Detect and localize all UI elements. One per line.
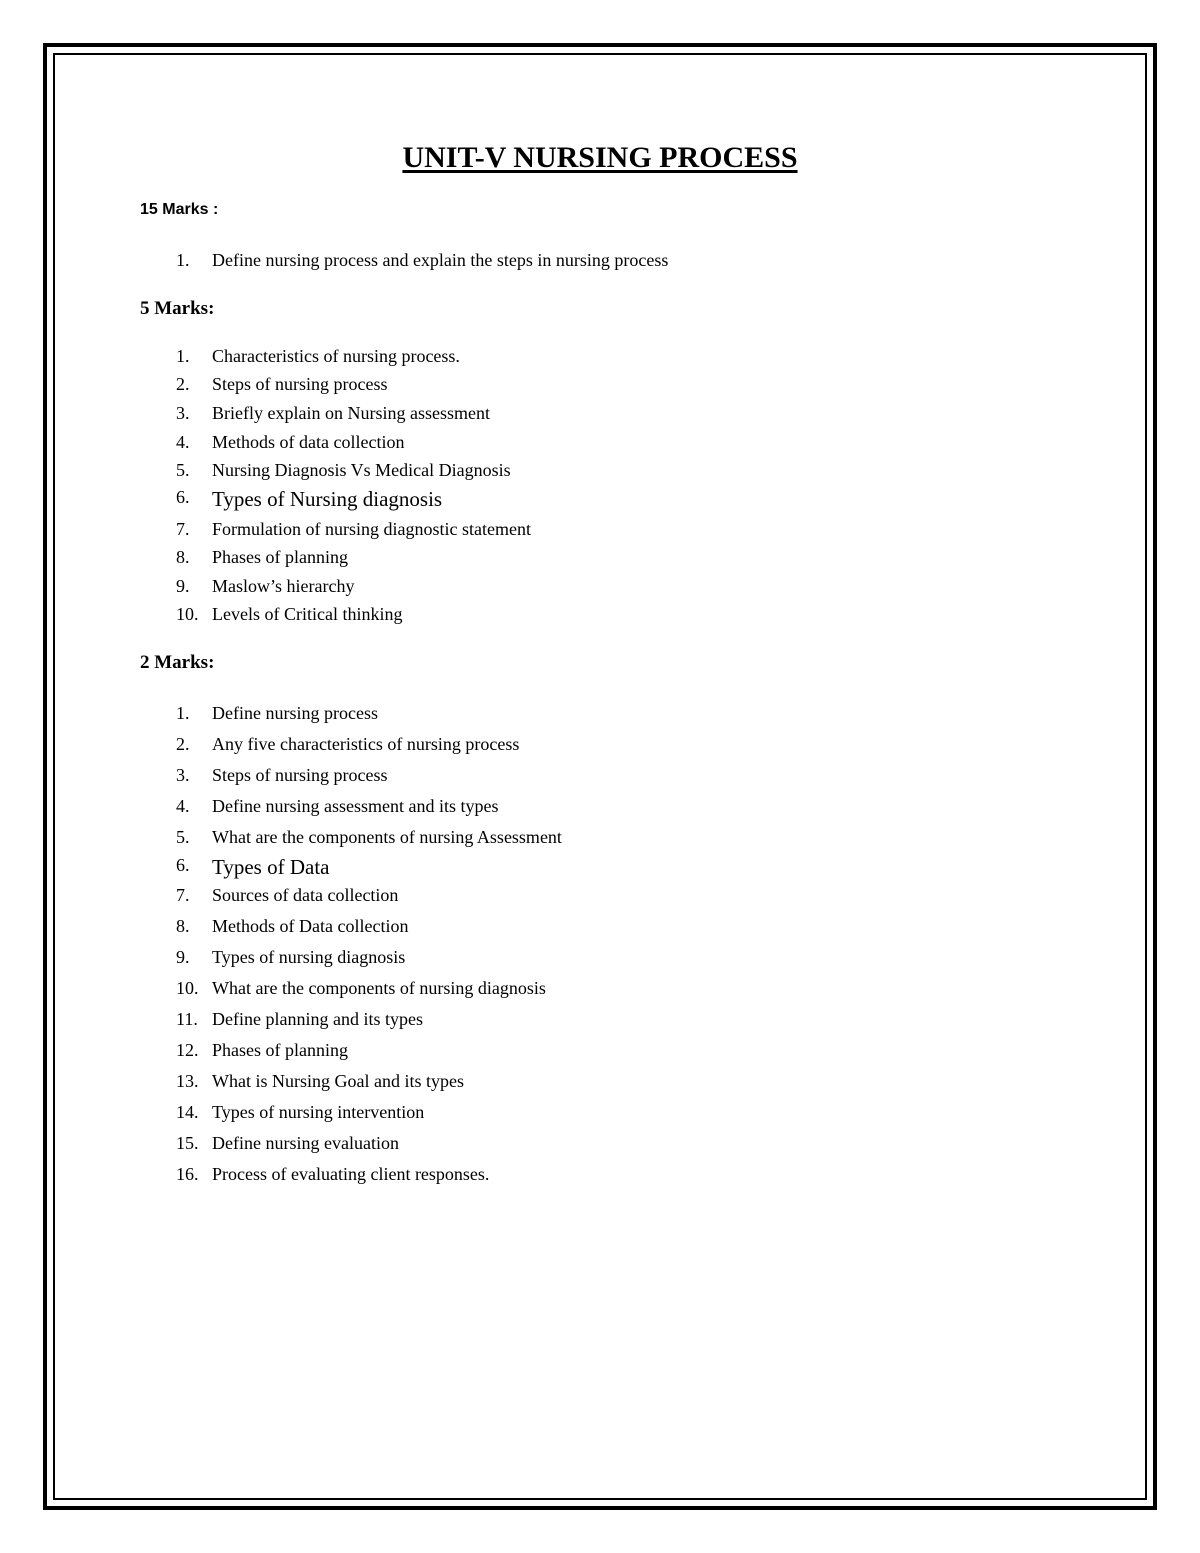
section-heading-15-marks: 15 Marks : — [140, 201, 219, 218]
item-number: 15. — [176, 1133, 199, 1153]
item-text: Define nursing process and explain the steps in nursing process — [212, 250, 669, 270]
item-text: What is Nursing Goal and its types — [212, 1071, 464, 1091]
page-title: UNIT-V NURSING PROCESS — [402, 141, 798, 174]
item-number: 10. — [176, 978, 199, 998]
item-number: 7. — [176, 519, 190, 539]
item-text: Types of Nursing diagnosis — [212, 487, 443, 511]
item-text: Maslow’s hierarchy — [212, 576, 355, 596]
item-text: Steps of nursing process — [212, 765, 388, 785]
item-number: 1. — [176, 346, 190, 366]
item-number: 11. — [176, 1009, 198, 1029]
item-text: Methods of Data collection — [212, 916, 409, 936]
item-text: Briefly explain on Nursing assessment — [212, 403, 490, 423]
item-text: What are the components of nursing Assessment — [212, 827, 562, 847]
item-text: Define planning and its types — [212, 1009, 423, 1029]
item-number: 12. — [176, 1040, 199, 1060]
item-text: Phases of planning — [212, 547, 348, 567]
item-number: 3. — [176, 765, 190, 785]
item-number: 7. — [176, 885, 190, 905]
item-number: 1. — [176, 250, 190, 270]
item-text: Define nursing assessment and its types — [212, 796, 499, 816]
item-text: Types of nursing intervention — [212, 1102, 425, 1122]
item-text: Types of Data — [212, 855, 330, 879]
item-text: Levels of Critical thinking — [212, 604, 403, 624]
item-number: 16. — [176, 1164, 199, 1184]
item-number: 9. — [176, 576, 190, 596]
item-text: Define nursing process — [212, 703, 378, 723]
item-text: What are the components of nursing diagnosis — [212, 978, 546, 998]
item-text: Characteristics of nursing process. — [212, 346, 460, 366]
item-text: Steps of nursing process — [212, 374, 388, 394]
item-text: Types of nursing diagnosis — [212, 947, 406, 967]
item-number: 14. — [176, 1102, 199, 1122]
item-text: Phases of planning — [212, 1040, 348, 1060]
item-number: 5. — [176, 460, 190, 480]
item-number: 3. — [176, 403, 190, 423]
item-number: 9. — [176, 947, 190, 967]
item-text: Formulation of nursing diagnostic statement — [212, 519, 531, 539]
item-number: 5. — [176, 827, 190, 847]
item-number: 8. — [176, 547, 190, 567]
item-number: 4. — [176, 796, 190, 816]
item-text: Define nursing evaluation — [212, 1133, 399, 1153]
item-text: Methods of data collection — [212, 432, 405, 452]
item-text: Process of evaluating client responses. — [212, 1164, 490, 1184]
item-number: 13. — [176, 1071, 199, 1091]
section-heading-2-marks: 2 Marks: — [140, 652, 215, 673]
section-heading-5-marks: 5 Marks: — [140, 298, 215, 319]
item-number: 2. — [176, 734, 190, 754]
item-number: 1. — [176, 703, 190, 723]
item-text: Any five characteristics of nursing process — [212, 734, 520, 754]
item-number: 6. — [176, 855, 190, 875]
item-number: 2. — [176, 374, 190, 394]
item-number: 4. — [176, 432, 190, 452]
item-number: 10. — [176, 604, 199, 624]
item-text: Sources of data collection — [212, 885, 399, 905]
item-number: 6. — [176, 487, 190, 507]
item-number: 8. — [176, 916, 190, 936]
item-text: Nursing Diagnosis Vs Medical Diagnosis — [212, 460, 511, 480]
